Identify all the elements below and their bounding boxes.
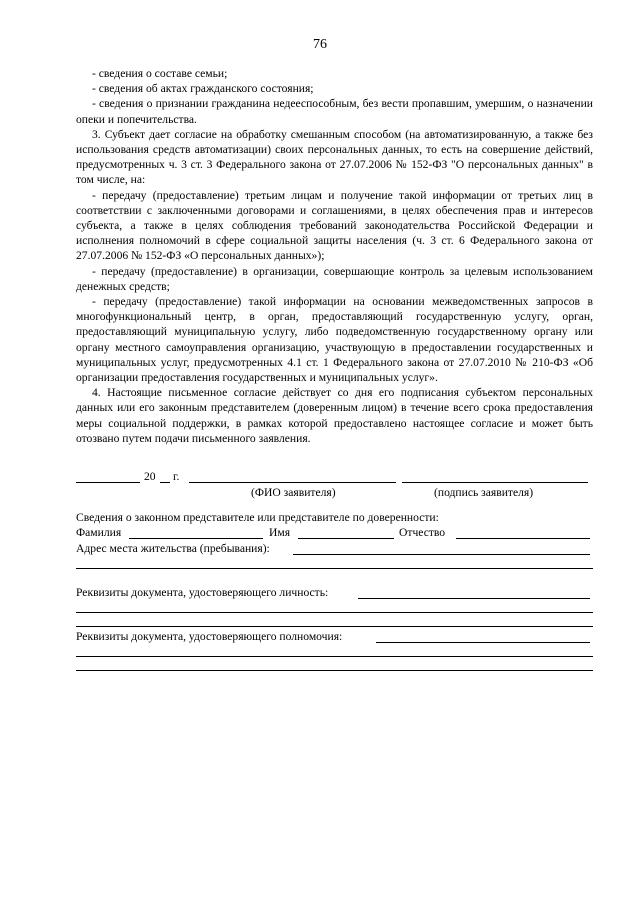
paragraph-clause-3: 3. Субъект дает согласие на обработку смешанным способом (на автоматизированную, а также без использования средств автоматизации) своих персональных данных, то есть на совершение действий, предусмотренных ч. 3 ст. 3 Федерального закона от 27.07.2006 № 152-ФЗ "О персональных данных" в том числе, на: — [76, 127, 593, 187]
signature-caption: (подпись заявителя) — [434, 486, 534, 499]
paragraph-third-parties: - передачу (предоставление) третьим лицам и получение такой информации от третьих лиц в соответствии с заключенными договорами и соглашениями, в целях обеспечения прав и интересов субъекта, а также в целях соблюдения требований законодательства Российской Федерации и исполнения полномочий в сфере социальной защиты населения (ч. 3 ст. 6 Федерального закона от 27.07.2006 № 152-ФЗ «О персональных данных»); — [76, 188, 593, 263]
surname-label: Фамилия — [76, 526, 122, 539]
year-field[interactable] — [160, 470, 170, 483]
name-field[interactable] — [298, 526, 394, 539]
representative-heading-row — [76, 511, 593, 527]
paragraph-civil-status: - сведения об актах гражданского состояния; — [92, 82, 314, 96]
paragraph-interagency: - передачу (предоставление) такой информации на основании межведомственных запросов в многофункциональный центр, в орган, предоставляющий государственную услугу, орган, предоставляющий муниципальную услугу, либо подведомственную государственному органу или органу местного самоуправления организацию, участвующую в предоставлении государственных и муниципальных услуг, предусмотренных 4.1 ст. 1 Федерального закона от 27.07.2010 № 210-ФЗ «Об организации предоставления государственных и муниципальных услуг». — [76, 295, 593, 385]
authority-doc-field[interactable] — [376, 630, 590, 643]
patronymic-field[interactable] — [456, 526, 590, 539]
address-row — [76, 542, 593, 558]
address-line-2[interactable] — [76, 568, 593, 569]
signature-row — [76, 470, 593, 486]
name-row — [76, 526, 593, 542]
id-doc-line-3[interactable] — [76, 626, 593, 627]
year-prefix: 20 — [144, 470, 156, 483]
applicant-name-field[interactable] — [189, 470, 396, 483]
consent-body — [76, 66, 593, 446]
id-doc-field[interactable] — [358, 586, 590, 599]
paragraph-clause-4: 4. Настоящие письменное согласие действует со дня его подписания субъектом персональных данных или его законным представителем (доверенным лицом) в течение всего срока предоставления меры социальной поддержки, в рамках которой предоставлено настоящее согласие и может быть отозвано путем подачи письменного заявления. — [76, 386, 593, 445]
address-label: Адрес места жительства (пребывания): — [76, 542, 270, 555]
id-doc-line-2[interactable] — [76, 612, 593, 613]
surname-field[interactable] — [129, 526, 263, 539]
paragraph-family: - сведения о составе семьи; — [92, 67, 228, 80]
date-field[interactable] — [76, 470, 140, 483]
address-field[interactable] — [293, 542, 590, 555]
id-doc-row — [76, 586, 593, 602]
representative-heading: Сведения о законном представителе или представителе по доверенности: — [76, 511, 439, 524]
authority-doc-line-2[interactable] — [76, 656, 593, 657]
authority-doc-line-3[interactable] — [76, 670, 593, 671]
year-suffix: г. — [173, 470, 180, 483]
fio-caption: (ФИО заявителя) — [251, 486, 336, 499]
id-doc-label: Реквизиты документа, удостоверяющего личность: — [76, 586, 329, 599]
applicant-signature-field[interactable] — [402, 470, 588, 483]
name-label: Имя — [269, 526, 291, 539]
paragraph-incapacity: - сведения о признании гражданина недееспособным, без вести пропавшим, умершим, о назначении опеки и попечительства. — [76, 97, 593, 126]
authority-doc-label: Реквизиты документа, удостоверяющего полномочия: — [76, 630, 343, 643]
page-number: 76 — [313, 37, 327, 52]
patronymic-label: Отчество — [399, 526, 446, 539]
paragraph-control-orgs: - передачу (предоставление) в организации, совершающие контроль за целевым использованием денежных средств; — [76, 264, 593, 293]
authority-doc-row — [76, 630, 593, 646]
